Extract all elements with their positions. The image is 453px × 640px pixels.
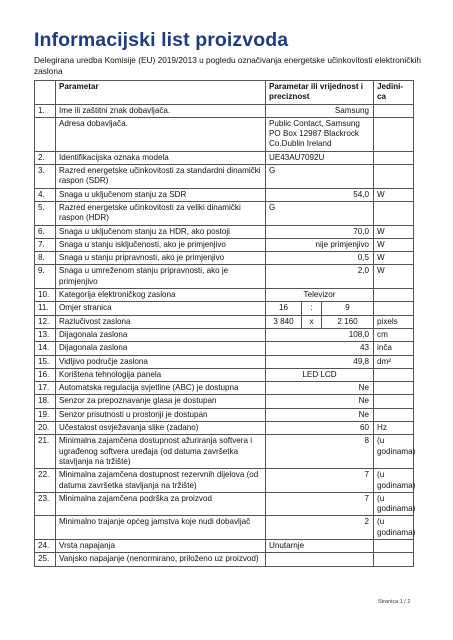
row-unit [374,408,414,421]
table-row [35,289,414,302]
row-value: 108,0 [266,328,374,341]
table-row [35,355,414,368]
row-parameter: Senzor prisutnosti u prostoriji je dostupan [56,408,266,421]
row-number: 9. [35,265,56,289]
row-value-b: 2 160 [322,315,374,328]
row-value: Public Contact, Samsung PO Box 12987 Blackrock Co.Dublin Ireland [266,117,374,151]
row-unit: dm² [374,355,414,368]
table-row [35,252,414,265]
page-number: Stranica 1 / 2 [378,599,411,605]
row-number: 18. [35,395,56,408]
row-unit [374,553,414,566]
row-number: 19. [35,408,56,421]
row-unit: (u godinama) [374,469,414,493]
row-parameter: Vrsta napajanja [56,539,266,552]
row-number: 17. [35,382,56,395]
row-value: 43 [266,342,374,355]
row-number: 5. [35,201,56,225]
row-value-a: 16 [266,302,302,315]
row-number: 1. [35,104,56,117]
row-value: 7 [266,469,374,493]
row-number: 3. [35,165,56,189]
row-number: 7. [35,238,56,251]
row-parameter: Dijagonala zaslona [56,328,266,341]
table-row [35,201,414,225]
row-number: 21. [35,435,56,469]
row-unit [374,368,414,381]
row-parameter: Ime ili zaštitni znak dobavljača. [56,104,266,117]
row-number: 20. [35,422,56,435]
row-unit [374,104,414,117]
row-unit: W [374,225,414,238]
table-header-row [35,81,414,105]
row-value: Televizor [266,289,374,302]
row-unit [374,289,414,302]
row-value: nije primjenjivo [266,238,374,251]
row-value: 0,5 [266,252,374,265]
row-unit: (u godinama) [374,435,414,469]
row-value: 7 [266,492,374,516]
row-parameter: Korištena tehnologija panela [56,368,266,381]
row-parameter: Minimalna zajamčena dostupnost ažuriranja softvera i ugrađenog softvera uređaja (od datuma završetka stavljanja na tržište) [56,435,266,469]
table-row [35,165,414,189]
row-number: 2. [35,151,56,164]
table-row [35,368,414,381]
row-number: 13. [35,328,56,341]
row-parameter: Automatska regulacija svjetline (ABC) je dostupna [56,382,266,395]
row-parameter: Adresa dobavljača. [56,117,266,151]
row-value: 2 [266,516,374,540]
page-subtitle: Delegirana uredba Komisije (EU) 2019/2013 u pogledu označivanja energetske učinkovitosti elektroničkih zaslona [34,55,421,76]
table-row [35,553,414,566]
row-unit [374,302,414,315]
row-parameter: Razred energetske učinkovitosti za veliki dinamički raspon (HDR) [56,201,266,225]
row-value: UE43AU7092U [266,151,374,164]
row-number: 8. [35,252,56,265]
row-unit: pixels [374,315,414,328]
row-parameter: Snaga u umreženom stanju pripravnosti, ako je primjenjivo [56,265,266,289]
row-parameter: Razlučivost zaslona [56,315,266,328]
row-number: 22. [35,469,56,493]
row-unit [374,201,414,225]
row-value: Ne [266,395,374,408]
table-row [35,104,414,117]
row-number: 16. [35,368,56,381]
row-value-separator: : [302,302,322,315]
row-unit [374,382,414,395]
row-parameter: Minimalno trajanje općeg jamstva koje nudi dobavljač [56,516,266,540]
row-value: Ne [266,382,374,395]
row-number [35,516,56,540]
row-parameter: Minimalna zajamčena podrška za proizvod [56,492,266,516]
row-unit: inča [374,342,414,355]
row-value: Unutarnje [266,539,374,552]
row-number: 15. [35,355,56,368]
row-parameter: Snaga u uključenom stanju za SDR [56,188,266,201]
row-parameter: Vanjsko napajanje (nenormirano, priloženo uz proizvod) [56,553,266,566]
table-row [35,539,414,552]
table-row [35,151,414,164]
row-number: 11. [35,302,56,315]
row-unit [374,165,414,189]
row-number [35,117,56,151]
table-row [35,516,414,540]
row-unit: (u godinama) [374,492,414,516]
row-unit [374,395,414,408]
header-unit: Jedini-ca [374,81,414,105]
table-row [35,265,414,289]
table-row [35,117,414,151]
table-row [35,225,414,238]
row-value: 54,0 [266,188,374,201]
table-row [35,238,414,251]
row-value-a: 3 840 [266,315,302,328]
table-row [35,469,414,493]
table-row [35,395,414,408]
table-row [35,492,414,516]
table-row [35,315,414,328]
row-parameter: Vidljivo područje zaslona [56,355,266,368]
row-value: 60 [266,422,374,435]
row-value [266,553,374,566]
row-value: LED LCD [266,368,374,381]
row-unit: W [374,238,414,251]
row-number: 25. [35,553,56,566]
row-parameter: Snaga u stanju pripravnosti, ako je primjenjivo [56,252,266,265]
row-value: G [266,201,374,225]
row-number: 12. [35,315,56,328]
table-row [35,342,414,355]
table-row [35,328,414,341]
header-num [35,81,56,105]
table-row [35,435,414,469]
row-parameter: Dijagonala zaslona [56,342,266,355]
row-number: 10. [35,289,56,302]
row-number: 23. [35,492,56,516]
page-title: Informacijski list proizvoda [34,29,289,51]
table-row [35,408,414,421]
row-number: 4. [35,188,56,201]
row-parameter: Razred energetske učinkovitosti za standardni dinamički raspon (SDR) [56,165,266,189]
row-value: 70,0 [266,225,374,238]
row-value: G [266,165,374,189]
row-parameter: Učestalost osvježavanja slike (zadano) [56,422,266,435]
row-parameter: Senzor za prepoznavanje glasa je dostupan [56,395,266,408]
table-row [35,302,414,315]
row-parameter: Omjer stranica [56,302,266,315]
table-row [35,188,414,201]
row-value: 8 [266,435,374,469]
row-unit: Hz [374,422,414,435]
row-parameter: Minimalna zajamčena dostupnost rezervnih dijelova (od datuma završetka stavljanja na tržište) [56,469,266,493]
table-row [35,382,414,395]
row-unit: (u godinama) [374,516,414,540]
row-unit [374,117,414,151]
table-row [35,422,414,435]
header-parameter: Parametar [56,81,266,105]
product-info-table [34,80,414,567]
row-number: 6. [35,225,56,238]
row-value: 49,8 [266,355,374,368]
row-value-separator: x [302,315,322,328]
row-unit [374,151,414,164]
row-parameter: Snaga u uključenom stanju za HDR, ako postoji [56,225,266,238]
row-value: 2,0 [266,265,374,289]
row-parameter: Kategorija elektroničkog zaslona [56,289,266,302]
row-value-b: 9 [322,302,374,315]
header-value: Parametar ili vrijednost i preciznost [266,81,374,105]
row-parameter: Identifikacijska oznaka modela [56,151,266,164]
row-value: Ne [266,408,374,421]
row-unit: W [374,188,414,201]
row-unit: W [374,265,414,289]
row-unit: cm [374,328,414,341]
row-unit: W [374,252,414,265]
row-value: Samsung [266,104,374,117]
row-number: 14. [35,342,56,355]
row-number: 24. [35,539,56,552]
row-parameter: Snaga u stanju isključenosti, ako je primjenjivo [56,238,266,251]
row-unit [374,539,414,552]
